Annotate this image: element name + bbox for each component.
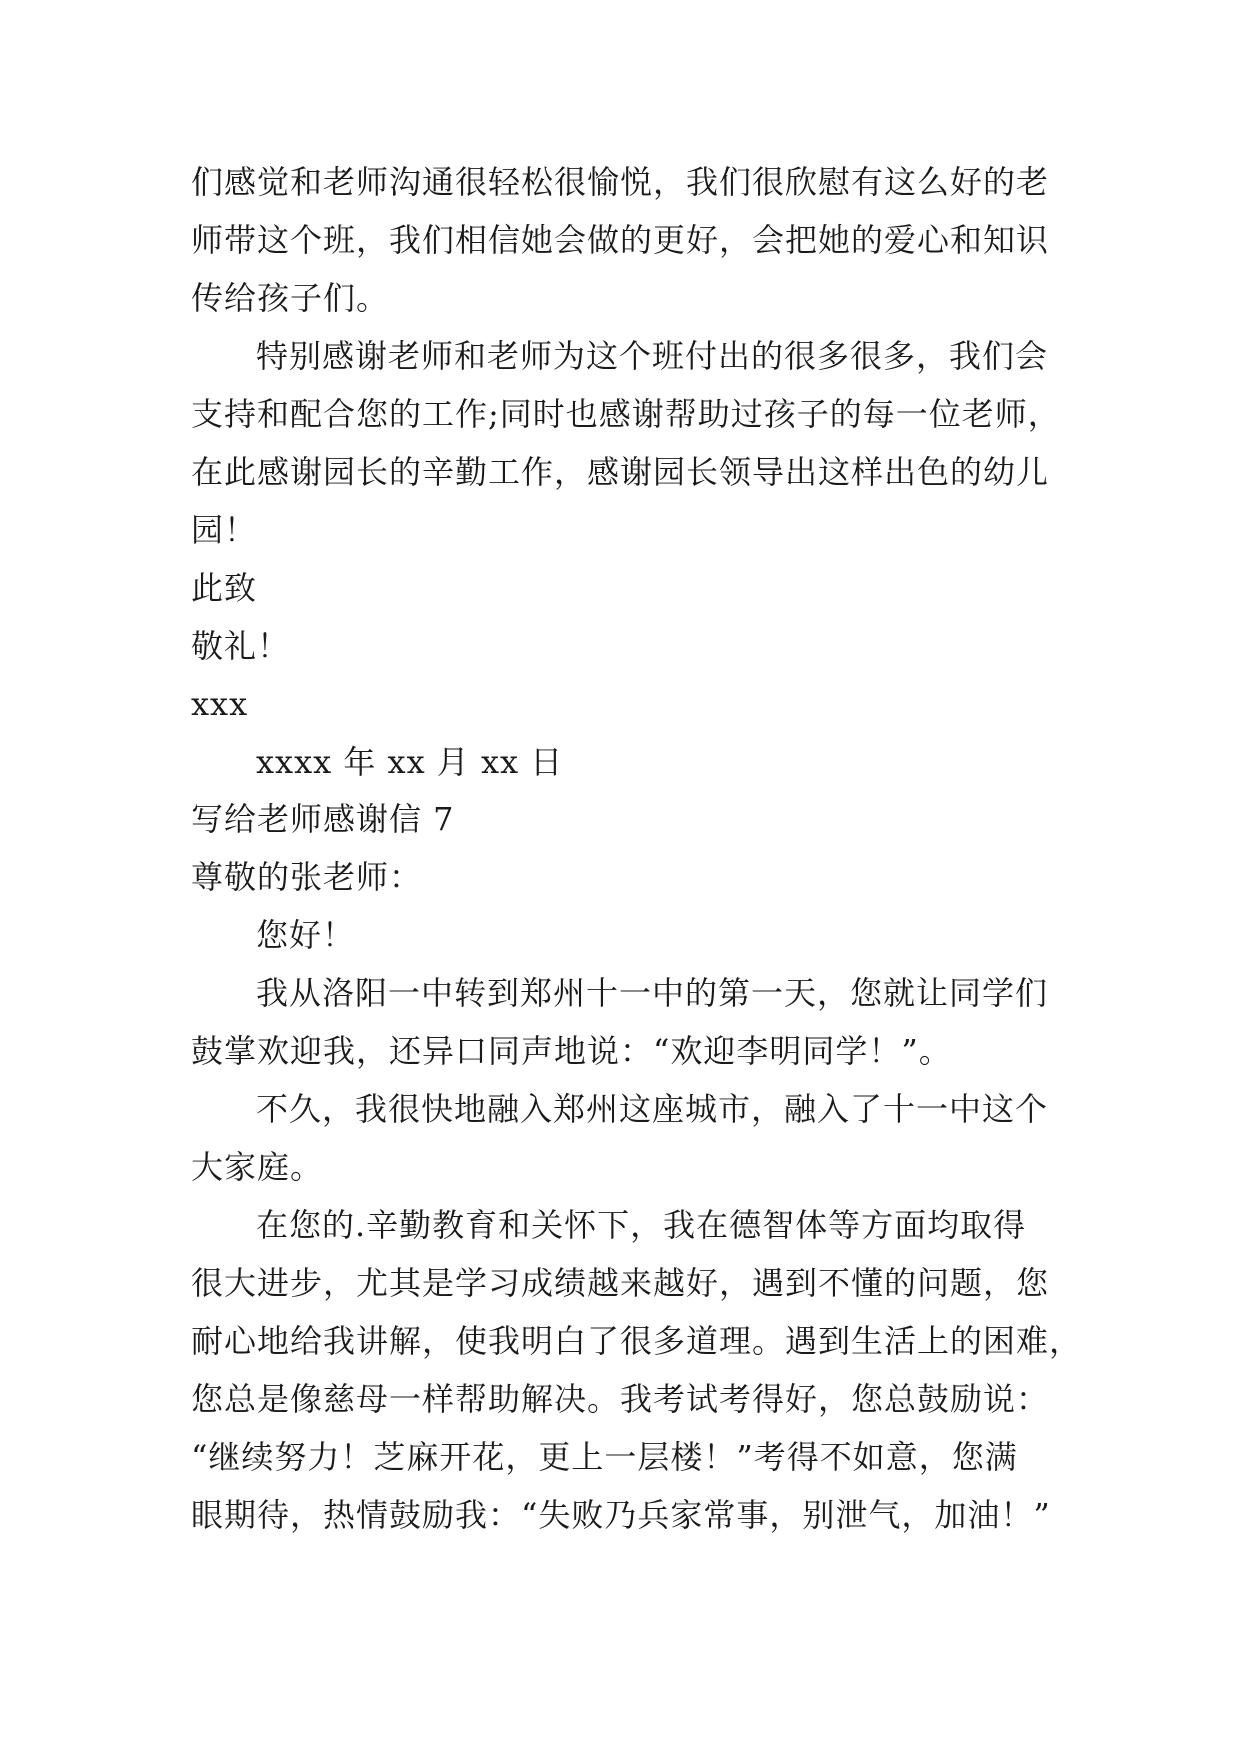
signature: xxx (191, 685, 249, 723)
paragraph-line: 眼期待，热情鼓励我：“失败乃兵家常事，别泄气，加油！” (191, 1496, 1051, 1534)
paragraph-line: 们感觉和老师沟通很轻松很愉悦，我们很欣慰有这么好的老 (191, 163, 1050, 201)
letter-title: 写给老师感谢信 7 (191, 800, 455, 838)
paragraph-line: 鼓掌欢迎我，还异口同声地说：“欢迎李明同学！”。 (191, 1032, 952, 1070)
paragraph-line: 很大进步，尤其是学习成绩越来越好，遇到不懂的问题，您 (191, 1264, 1050, 1302)
paragraph-line: “继续努力！芝麻开花，更上一层楼！”考得不如意，您满 (191, 1438, 1018, 1476)
paragraph-line: 园！ (191, 511, 258, 549)
paragraph-line: 您总是像慈母一样帮助解决。我考试考得好，您总鼓励说： (191, 1380, 1050, 1418)
paragraph-line: 不久，我很快地融入郑州这座城市，融入了十一中这个 (256, 1090, 1049, 1128)
paragraph-line: 耐心地给我讲解，使我明白了很多道理。遇到生活上的困难， (191, 1322, 1083, 1360)
closing-phrase: 此致 (191, 569, 258, 607)
greeting-recipient: 尊敬的张老师： (191, 858, 423, 896)
paragraph-line: 支持和配合您的工作;同时也感谢帮助过孩子的每一位老师， (191, 395, 1061, 433)
greeting: 您好！ (256, 916, 356, 954)
paragraph-line: 在您的.辛勤教育和关怀下，我在德智体等方面均取得 (256, 1206, 1027, 1244)
paragraph-line: 在此感谢园长的辛勤工作，感谢园长领导出这样出色的幼儿 (191, 453, 1050, 491)
paragraph-line: 特别感谢老师和老师为这个班付出的很多很多，我们会 (256, 337, 1049, 375)
paragraph-line: 大家庭。 (191, 1148, 324, 1186)
paragraph-line: 传给孩子们。 (191, 279, 390, 317)
paragraph-line: 师带这个班，我们相信她会做的更好，会把她的爱心和知识 (191, 221, 1050, 259)
salutation-closing: 敬礼！ (191, 627, 291, 665)
paragraph-line: 我从洛阳一中转到郑州十一中的第一天，您就让同学们 (256, 974, 1049, 1012)
letter-date: xxxx 年 xx 月 xx 日 (256, 743, 564, 781)
